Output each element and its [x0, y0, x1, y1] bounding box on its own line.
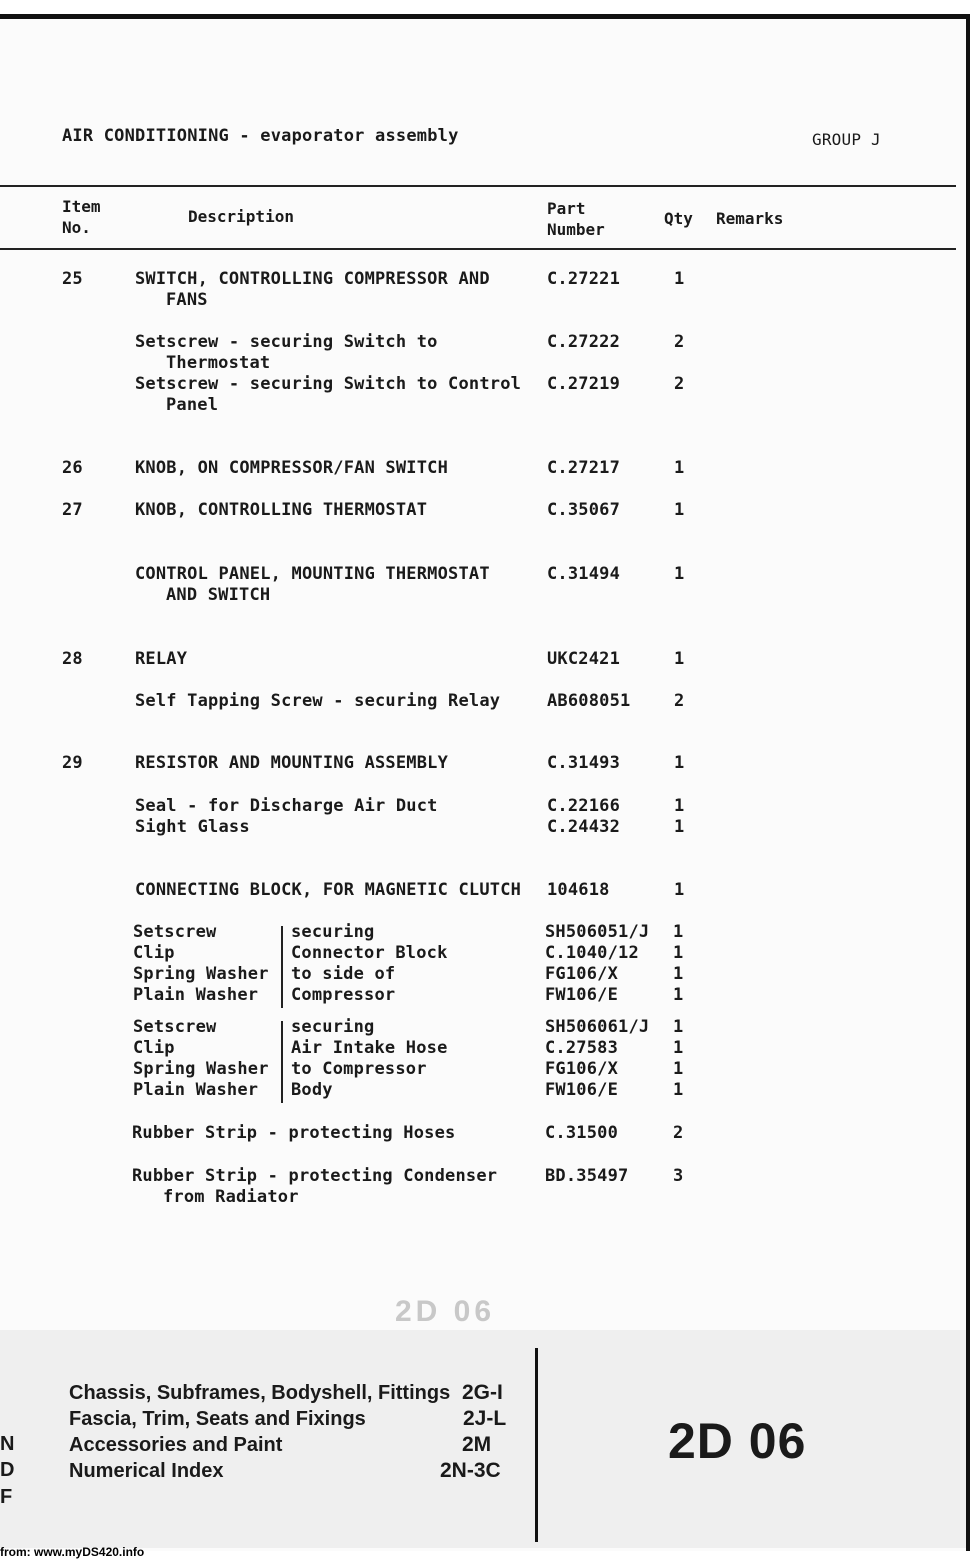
- item-number: 28: [62, 649, 83, 669]
- item-description: CONTROL PANEL, MOUNTING THERMOSTAT AND SWITCH: [135, 564, 490, 605]
- item-description: Seal - for Discharge Air Duct: [135, 796, 438, 816]
- part-number: C.27217: [547, 458, 621, 478]
- page-title: AIR CONDITIONING - evaporator assembly: [62, 126, 459, 146]
- source-credit: from: www.myDS420.info: [0, 1545, 145, 1559]
- footer-index-label: Accessories and Paint: [69, 1434, 283, 1456]
- footer-index-label: Numerical Index: [69, 1460, 224, 1482]
- item-description: Rubber Strip - protecting Condenser from Radiator: [132, 1166, 498, 1207]
- quantity: 1: [674, 269, 685, 289]
- quantity: 1: [674, 817, 685, 837]
- table-row: [0, 374, 960, 418]
- part-number: C.31494: [547, 564, 621, 584]
- item-description: Sight Glass: [135, 817, 250, 837]
- footer-index-label: Chassis, Subframes, Bodyshell, Fittings: [69, 1382, 451, 1404]
- table-row: [0, 332, 960, 376]
- item-number: 26: [62, 458, 83, 478]
- table-row: [0, 691, 960, 735]
- group2-bracket: [281, 1021, 283, 1103]
- table-row: [0, 458, 960, 502]
- item-description: Setscrew - securing Switch to Thermostat: [135, 332, 438, 373]
- quantity: 2: [673, 1123, 684, 1143]
- part-number: C.22166: [547, 796, 621, 816]
- group1-parts: SH506051/J C.1040/12 FG106/X FW106/E: [545, 922, 650, 1005]
- quantity: 3: [673, 1166, 684, 1186]
- item-description: RESISTOR AND MOUNTING ASSEMBLY: [135, 753, 449, 773]
- item-description: KNOB, CONTROLLING THERMOSTAT: [135, 500, 428, 520]
- faint-stamp: 2D 06: [395, 1295, 496, 1328]
- item-description: RELAY: [135, 649, 188, 669]
- item-description: Self Tapping Screw - securing Relay: [135, 691, 501, 711]
- part-number: C.27219: [547, 374, 621, 394]
- column-item-header: Item No.: [62, 197, 101, 237]
- item-description: Rubber Strip - protecting Hoses: [132, 1123, 456, 1143]
- table-row: [0, 500, 960, 544]
- quantity: 2: [674, 374, 685, 394]
- part-number: UKC2421: [547, 649, 621, 669]
- edge-letter: D: [0, 1459, 15, 1481]
- column-description-header: Description: [188, 207, 294, 226]
- header-top-rule: [0, 185, 956, 187]
- group1-names: Setscrew Clip Spring Washer Plain Washer: [133, 922, 269, 1005]
- page-code: 2D 06: [668, 1413, 807, 1469]
- table-row: [0, 269, 960, 313]
- column-remarks-header: Remarks: [716, 209, 784, 228]
- header-bottom-rule: [0, 248, 956, 250]
- part-number: C.35067: [547, 500, 621, 520]
- group2-purpose: securing Air Intake Hose to Compressor Body: [291, 1017, 448, 1100]
- group1-purpose: securing Connector Block to side of Compressor: [291, 922, 448, 1005]
- group1-bracket: [281, 926, 283, 1008]
- footer-divider: [535, 1348, 538, 1542]
- item-description: CONNECTING BLOCK, FOR MAGNETIC CLUTCH: [135, 880, 522, 900]
- group1-qtys: 1 1 1 1: [673, 922, 684, 1005]
- footer-index-code: 2J-L: [463, 1407, 507, 1430]
- item-number: 29: [62, 753, 83, 773]
- edge-letter: N: [0, 1433, 15, 1455]
- quantity: 1: [674, 458, 685, 478]
- quantity: 1: [674, 500, 685, 520]
- part-number: C.31500: [545, 1123, 619, 1143]
- part-number: C.24432: [547, 817, 621, 837]
- footer-index-code: 2N-3C: [440, 1459, 501, 1482]
- group-label: GROUP J: [812, 130, 881, 149]
- table-row: [0, 564, 960, 608]
- quantity: 1: [674, 880, 685, 900]
- part-number: BD.35497: [545, 1166, 629, 1186]
- table-row: [0, 753, 960, 797]
- column-qty-header: Qty: [664, 209, 693, 228]
- column-part-header: Part Number: [547, 199, 605, 239]
- quantity: 1: [674, 753, 685, 773]
- quantity: 1: [674, 796, 685, 816]
- table-row: [0, 1123, 960, 1167]
- table-row: [0, 817, 960, 861]
- part-number: C.27221: [547, 269, 621, 289]
- part-number: C.27222: [547, 332, 621, 352]
- group2-qtys: 1 1 1 1: [673, 1017, 684, 1100]
- part-number: 104618: [547, 880, 610, 900]
- footer-index-label: Fascia, Trim, Seats and Fixings: [69, 1408, 366, 1430]
- quantity: 1: [674, 564, 685, 584]
- table-row: [0, 1166, 960, 1210]
- item-number: 25: [62, 269, 83, 289]
- table-row: [0, 880, 960, 924]
- quantity: 2: [674, 691, 685, 711]
- edge-letter: F: [0, 1486, 13, 1508]
- table-row: [0, 649, 960, 693]
- quantity: 1: [674, 649, 685, 669]
- item-description: Setscrew - securing Switch to Control Panel: [135, 374, 522, 415]
- group2-parts: SH506061/J C.27583 FG106/X FW106/E: [545, 1017, 650, 1100]
- footer-index-code: 2G-I: [462, 1381, 503, 1404]
- item-number: 27: [62, 500, 83, 520]
- item-description: KNOB, ON COMPRESSOR/FAN SWITCH: [135, 458, 449, 478]
- quantity: 2: [674, 332, 685, 352]
- part-number: C.31493: [547, 753, 621, 773]
- footer-index-code: 2M: [462, 1433, 492, 1456]
- part-number: AB608051: [547, 691, 631, 711]
- item-description: SWITCH, CONTROLLING COMPRESSOR AND FANS: [135, 269, 490, 310]
- group2-names: Setscrew Clip Spring Washer Plain Washer: [133, 1017, 269, 1100]
